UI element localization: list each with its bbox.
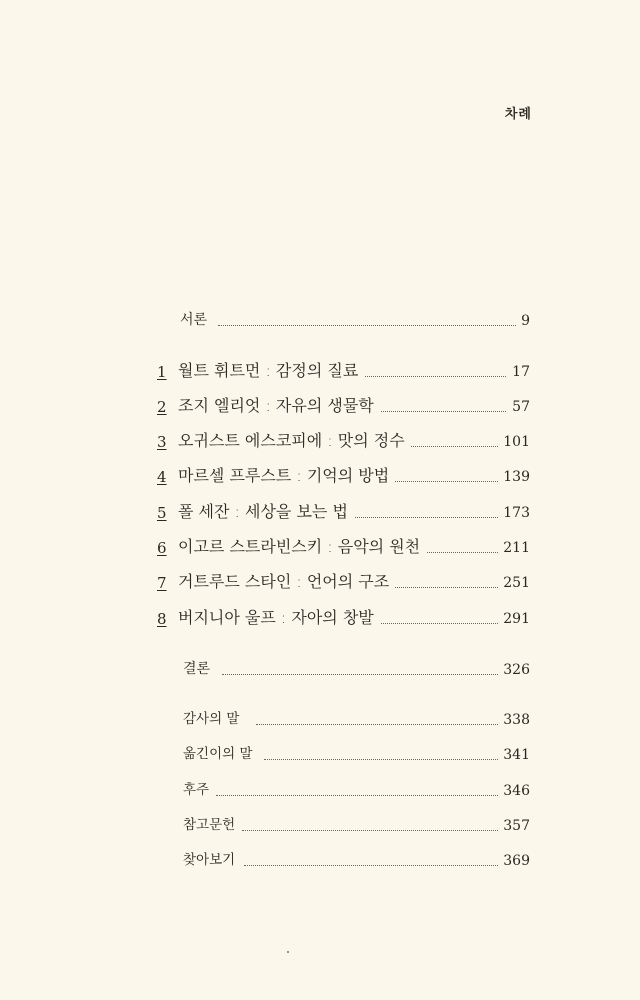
toc-entry-intro[interactable] <box>0 311 640 333</box>
paper-speck <box>287 951 289 953</box>
dot-leader <box>386 587 498 588</box>
toc-entry-page: 9 <box>517 312 530 330</box>
chapter-number: 4 <box>157 468 167 486</box>
toc-entry-label: 폴 세잔 : 세상을 보는 법 <box>178 502 354 522</box>
toc-entry-page: 357 <box>499 817 530 835</box>
toc-entry-chapter-2[interactable] <box>0 397 640 419</box>
dot-leader <box>218 325 522 326</box>
chapter-number: 5 <box>157 504 167 522</box>
toc-entry-page: 369 <box>499 852 530 870</box>
toc-entry-label: 월트 휘트먼 : 감정의 질료 <box>178 361 364 381</box>
toc-entry-page: 17 <box>508 363 530 381</box>
chapter-number: 2 <box>157 398 167 416</box>
dot-leader <box>396 446 498 447</box>
toc-entry-chapter-7[interactable] <box>0 573 640 595</box>
dot-leader <box>256 724 498 725</box>
toc-entry-chapter-1[interactable] <box>0 362 640 384</box>
toc-entry-translator-note[interactable] <box>0 745 640 767</box>
toc-entry-page: 57 <box>508 398 530 416</box>
toc-entry-label: 후주 <box>183 780 215 800</box>
toc-entry-chapter-8[interactable] <box>0 609 640 631</box>
chapter-number: 7 <box>157 574 167 592</box>
dot-leader <box>372 411 506 412</box>
chapter-number: 1 <box>157 363 167 381</box>
toc-entry-label: 감사의 말 <box>183 709 245 729</box>
toc-entry-endnotes[interactable] <box>0 781 640 803</box>
chapter-number: 6 <box>157 539 167 557</box>
dot-leader <box>242 830 498 831</box>
dot-leader <box>244 865 498 866</box>
toc-entry-label: 오귀스트 에스코피에 : 맛의 정수 <box>178 431 411 451</box>
page-title: 차례 <box>504 107 532 122</box>
toc-entry-acknowledgements[interactable] <box>0 710 640 732</box>
toc-entry-label: 조지 엘리엇 : 자유의 생물학 <box>178 396 380 416</box>
toc-entry-label: 이고르 스트라빈스키 : 음악의 원천 <box>178 537 426 557</box>
dot-leader <box>216 795 498 796</box>
toc-entry-page: 326 <box>499 661 530 679</box>
toc-entry-page: 341 <box>499 746 530 764</box>
toc-entry-chapter-4[interactable] <box>0 467 640 489</box>
toc-entry-page: 211 <box>499 539 530 557</box>
toc-entry-chapter-3[interactable] <box>0 432 640 454</box>
toc-entry-label: 결론 <box>183 659 216 679</box>
toc-entry-label: 거트루드 스타인 : 언어의 구조 <box>178 572 395 592</box>
dot-leader <box>352 517 498 518</box>
dot-leader <box>380 481 498 482</box>
toc-entry-page: 346 <box>499 782 530 800</box>
toc-entry-page: 139 <box>499 468 530 486</box>
dot-leader <box>358 376 506 377</box>
toc-entry-label: 옮긴이의 말 <box>183 744 259 764</box>
dot-leader <box>222 674 498 675</box>
toc-entry-label: 참고문헌 <box>183 815 241 835</box>
toc-entry-label: 마르셀 프루스트 : 기억의 방법 <box>178 466 395 486</box>
chapter-number: 3 <box>157 433 167 451</box>
toc-entry-page: 173 <box>499 504 530 522</box>
toc-entry-page: 291 <box>499 610 530 628</box>
toc-entry-label: 서론 <box>180 310 213 330</box>
toc-entry-chapter-5[interactable] <box>0 503 640 525</box>
toc-entry-page: 251 <box>499 574 530 592</box>
toc-entry-chapter-6[interactable] <box>0 538 640 560</box>
toc-entry-index[interactable] <box>0 851 640 873</box>
toc-entry-conclusion[interactable] <box>0 660 640 682</box>
toc-entry-page: 338 <box>499 711 530 729</box>
toc-entry-label: 찾아보기 <box>183 850 241 870</box>
chapter-number: 8 <box>157 610 167 628</box>
toc-entry-page: 101 <box>499 433 530 451</box>
toc-entry-references[interactable] <box>0 816 640 838</box>
toc-entry-label: 버지니아 울프 : 자아의 창발 <box>178 608 380 628</box>
dot-leader <box>264 759 498 760</box>
dot-leader <box>368 623 498 624</box>
